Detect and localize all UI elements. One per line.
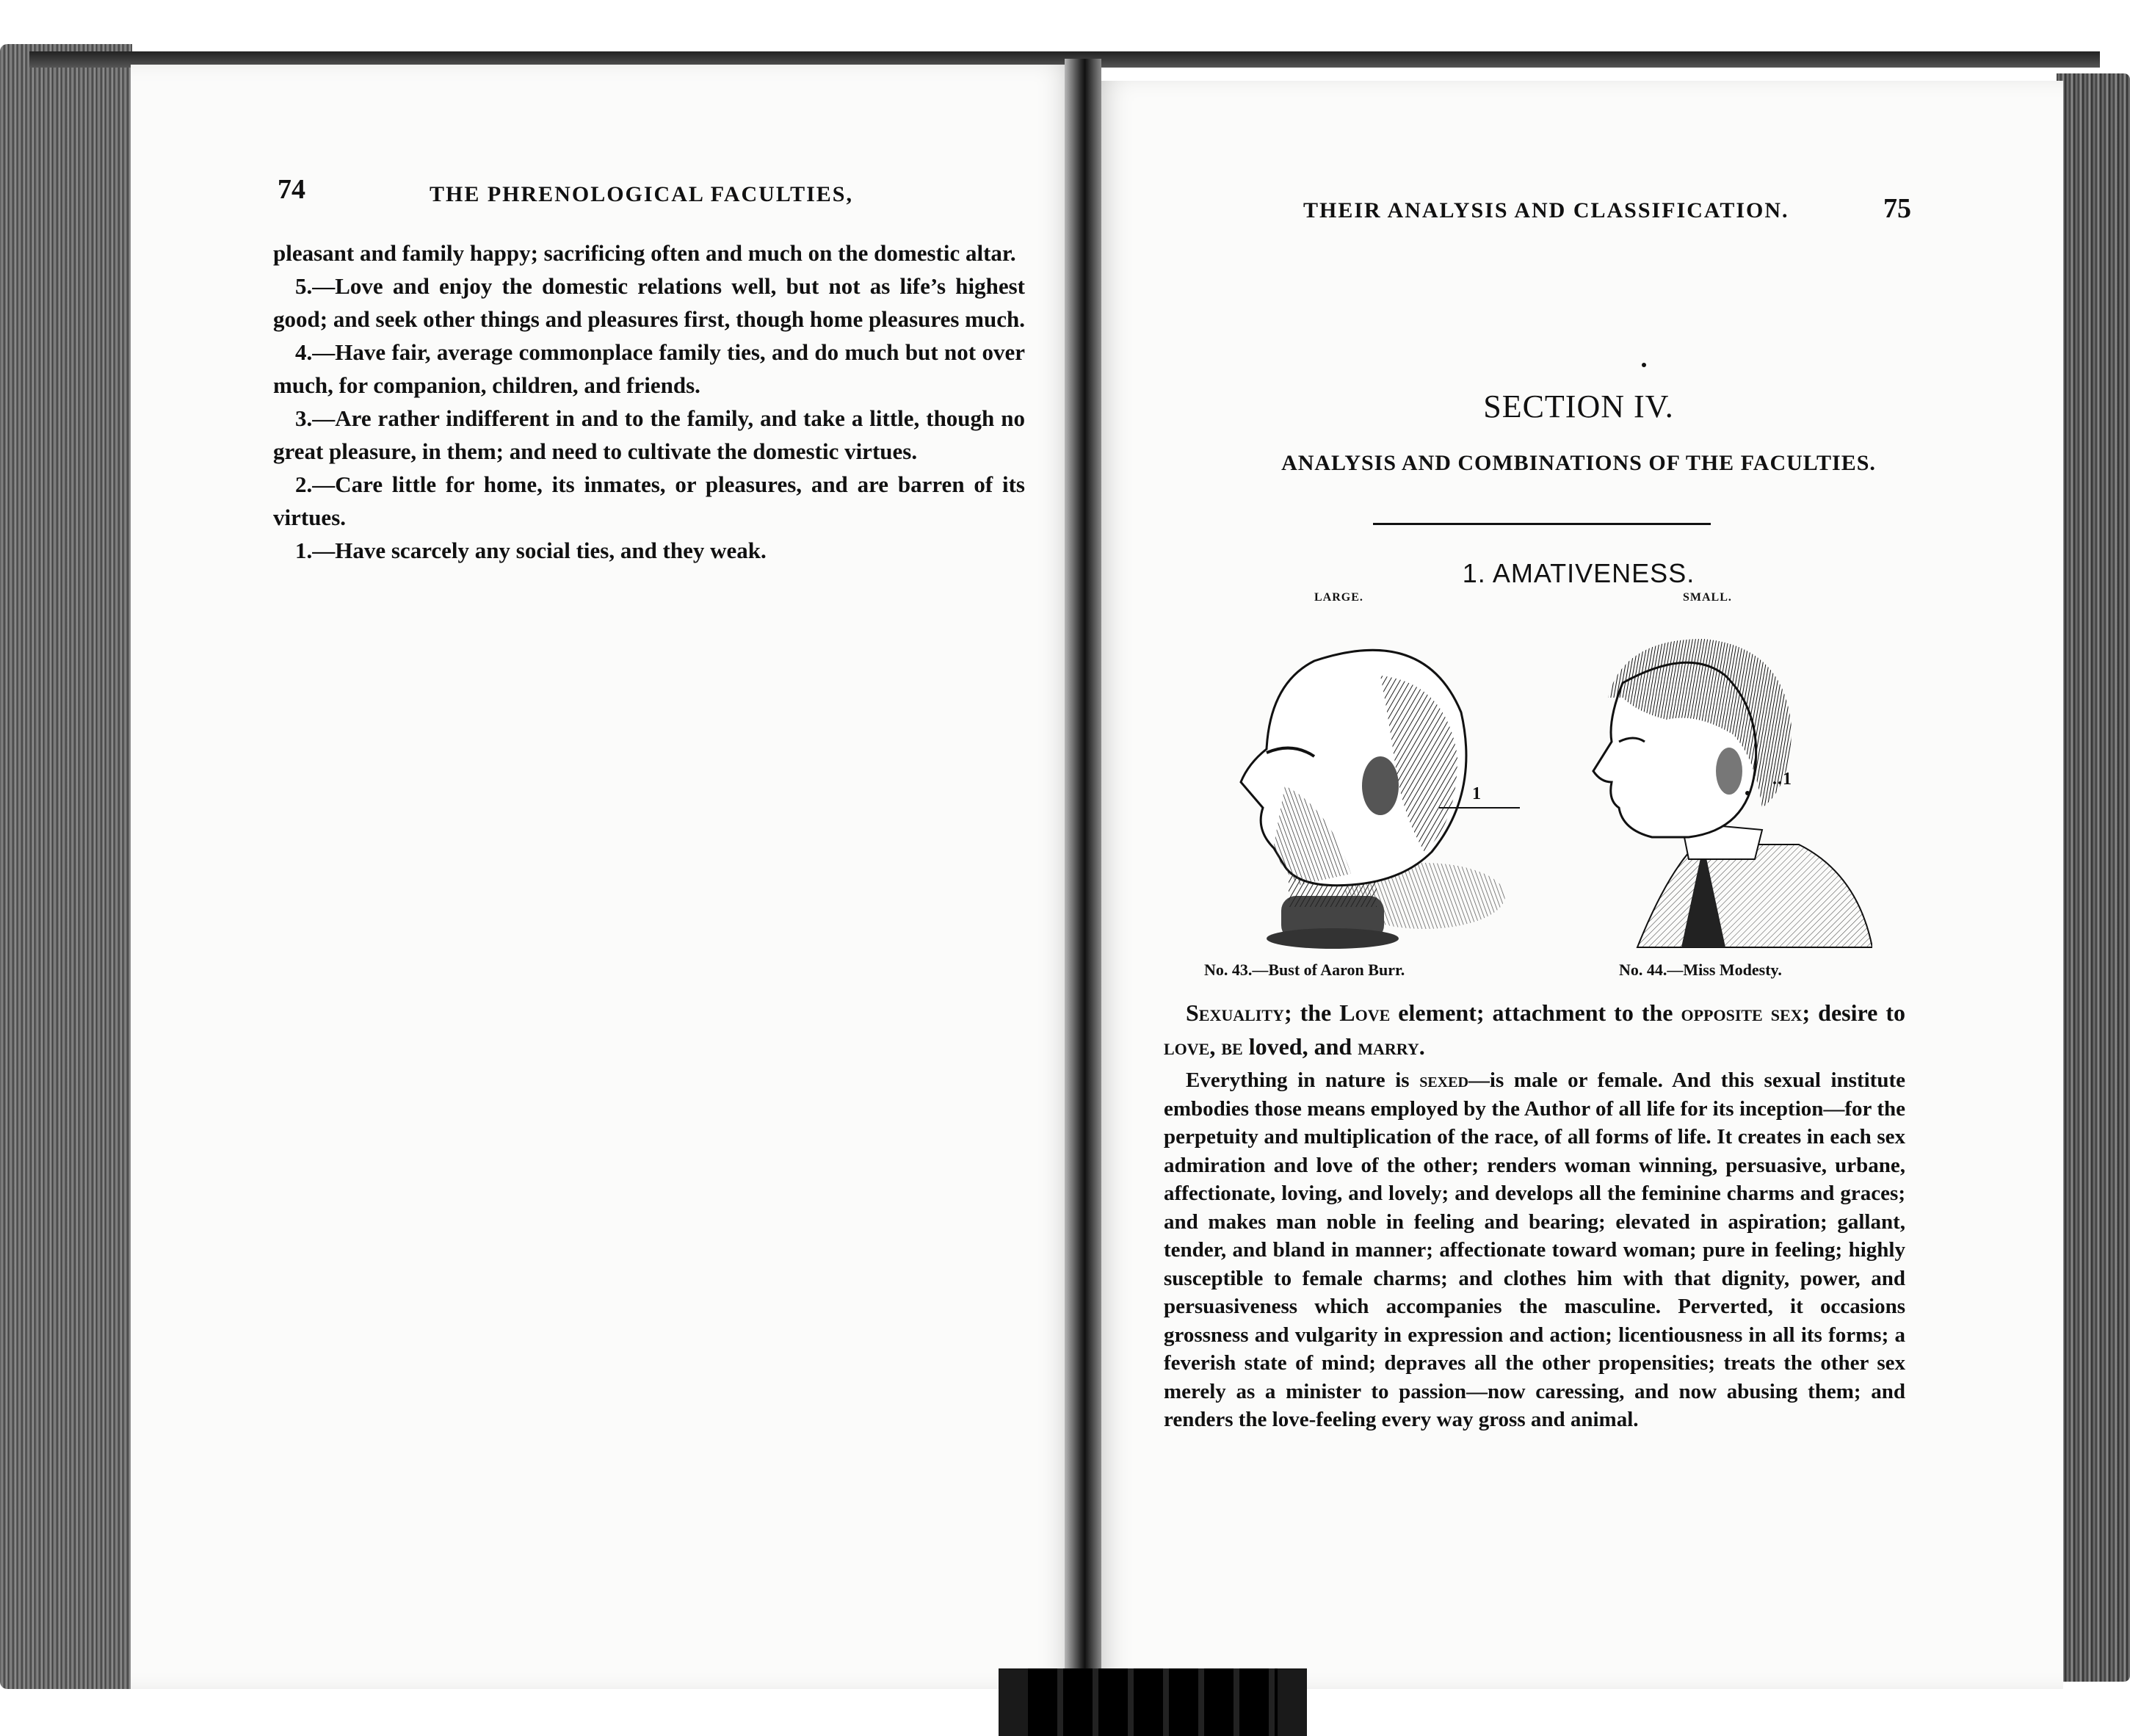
paragraph: 2.—Care little for home, its inmates, or pleasures, and are barren of its virtues. <box>273 471 1025 530</box>
figure-caption-43: No. 43.—Bust of Aaron Burr. <box>1204 961 1405 979</box>
figure-marker-small: ..1 <box>1772 770 1792 789</box>
left-page-number: 74 <box>278 174 305 205</box>
paragraph: 5.—Love and enjoy the domestic relations well, but not as life’s highest good; and seek other things and pleasures first, though home pleasures much. <box>273 273 1025 332</box>
book-gutter <box>1065 59 1101 1696</box>
right-running-head: THEIR ANALYSIS AND CLASSIFICATION. <box>1303 198 1789 223</box>
body-text: —is male or female. And this sexual institute embodies those means employed by the Author of all life for its inception—for the perpetuity and multiplication of the race, of all forms of life. It creates in each sex admiration and love of the other; renders woman winning, persuasive, urbane, affectionate, loving, and lovely; and develops all the feminine charms and graces; and makes man noble in feeling and bearing; elevated in aspiration; gallant, tender, and bland in manner; affectionate toward woman; pure in feeling; highly susceptible to female charms; and clothes him with that dignity, power, and persuasiveness which accompanies the masculine. Perverted, it occasions grossness and vulgarity in expression and action; licentiousness in all its forms; a feverish state of mind; depraves all the other propensities; treats the other sex merely as a minister to passion—now caressing, and now abusing them; and renders the love-feeling every way gross and animal. <box>1164 1068 1905 1431</box>
term-love-be: love, be <box>1164 1033 1243 1060</box>
left-page-edges <box>0 44 132 1689</box>
left-page-body <box>273 236 1025 567</box>
right-page-number: 75 <box>1883 193 1911 224</box>
paragraph: 1.—Have scarcely any social ties, and they weak. <box>295 538 767 563</box>
term-marry: marry <box>1358 1033 1419 1060</box>
figure-label-small: SMALL. <box>1683 591 1732 604</box>
term-love: Love <box>1339 999 1391 1026</box>
definition-text: element; attachment to the <box>1390 999 1681 1026</box>
figure-label-large: LARGE. <box>1314 591 1363 604</box>
section-title: SECTION IV. <box>1483 388 1674 424</box>
definition-text: ; the <box>1283 999 1340 1026</box>
definition-text: loved, and <box>1242 1033 1358 1060</box>
paragraph: 4.—Have fair, average commonplace family ties, and do much but not over much, for companion, children, and friends. <box>273 339 1025 398</box>
body-text: Everything in nature is <box>1186 1068 1420 1092</box>
paragraph: 3.—Are rather indifferent in and to the family, and take a little, though no great pleasure, in them; and need to cultivate the domestic virtues. <box>273 405 1025 464</box>
right-page-edges <box>2057 73 2130 1682</box>
subsection-title: 1. AMATIVENESS. <box>1462 558 1695 588</box>
left-running-head: THE PHRENOLOGICAL FACULTIES, <box>430 182 853 206</box>
section-subtitle: ANALYSIS AND COMBINATIONS OF THE FACULTIES. <box>1281 451 1876 475</box>
definition-text: . <box>1419 1033 1425 1060</box>
paragraph: pleasant and family happy; sacrificing often and much on the domestic altar. <box>273 240 1016 266</box>
figure-marker-large: 1 <box>1472 784 1482 803</box>
definition-text: ; desire to <box>1802 999 1906 1026</box>
term-sexuality: Sexuality <box>1186 999 1284 1026</box>
faculty-definition <box>1164 996 1905 1063</box>
bottom-tab <box>999 1668 1307 1736</box>
miss-modesty-illustration <box>1579 624 1872 962</box>
horizontal-rule <box>1373 523 1711 525</box>
term-opposite-sex: opposite sex <box>1681 999 1803 1026</box>
right-page-body <box>1164 1066 1905 1434</box>
bottom-tab-notch <box>1028 1668 1278 1736</box>
figure-caption-44: No. 44.—Miss Modesty. <box>1619 961 1782 979</box>
term-sexed: sexed <box>1419 1068 1468 1092</box>
stray-dot <box>1642 363 1646 367</box>
